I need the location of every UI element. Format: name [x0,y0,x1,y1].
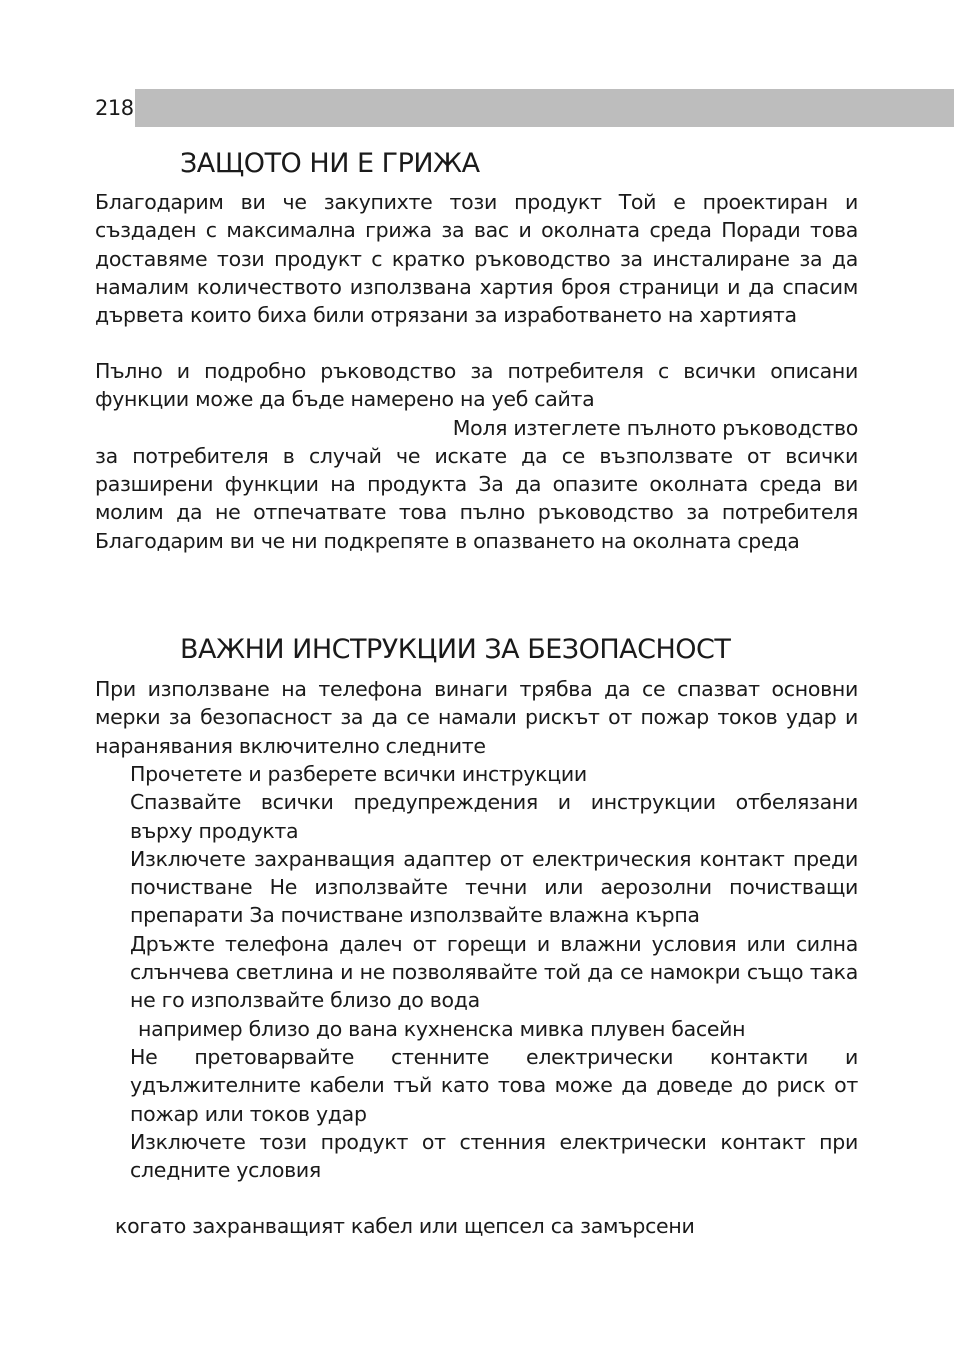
list-item [130,930,858,1043]
section-title-safety: ВАЖНИ ИНСТРУКЦИИ ЗА БЕЗОПАСНОСТ [180,634,731,665]
list-item: Не претоварвайте стенните електрически контакти и удължителните кабели тъй като това може да доведе до риск от пожар или токов удар [130,1044,858,1126]
list-item: Изключете захранващия адаптер от електрическия контакт преди почистване Не използвайте течни или аерозолни почистващи препарати За почистване използвайте влажна кърпа [130,846,858,928]
list-item-tail: например близо до вана кухненска мивка плувен басейн [138,1016,746,1041]
paragraph-full-manual [95,357,858,555]
list-item: Спазвайте всички предупреждения и инструкции отбелязани върху продукта [130,790,858,843]
manual-text-part3: за потребителя в случай че искате да се възползвате от всички разширени функции на продукта За да опазите околната среда ви молим да не отпечатвате това пълно ръководство за потребителя Благодарим ви че ни подкрепяте в опазването на околната среда [95,443,858,553]
safety-instructions-list [130,760,858,1184]
paragraph-safety-intro: При използване на телефона винаги трябва да се спазват основни мерки за безопасност за да се намали рискът от пожар токов удар и наранявания включително следните [95,677,858,758]
list-item-text: Дръжте телефона далеч от горещи и влажни условия или силна слънчева светлина и не позволявайте той да се намокри също така не го използвайте близо до вода [130,931,858,1013]
section-title-why-we-care: ЗАЩОТО НИ Е ГРИЖА [180,148,480,179]
page-number: 218 [95,89,135,127]
paragraph-thanks: Благодарим ви че закупихте този продукт Той е проектиран и създаден с максимална грижа за вас и околната среда Поради това доставяме този продукт с кратко ръководство за инсталиране за да намалим количеството използвана хартия броя страници и да спасим дървета които биха били отрязани за изработването на хартията [95,190,858,328]
header-bar [95,89,954,127]
list-item: Изключете този продукт от стенния електрически контакт при следните условия [130,1129,858,1183]
list-item: Прочетете и разберете всички инструкции [130,762,587,786]
manual-text-part2: Моля изтеглете пълното ръководство [452,415,858,440]
sub-list-item: когато захранващият кабел или щепсел са замърсени [115,1214,695,1238]
manual-text-part1: Пълно и подробно ръководство за потребителя с всички описани функции може да бъде намерено на уеб сайта [95,359,858,412]
